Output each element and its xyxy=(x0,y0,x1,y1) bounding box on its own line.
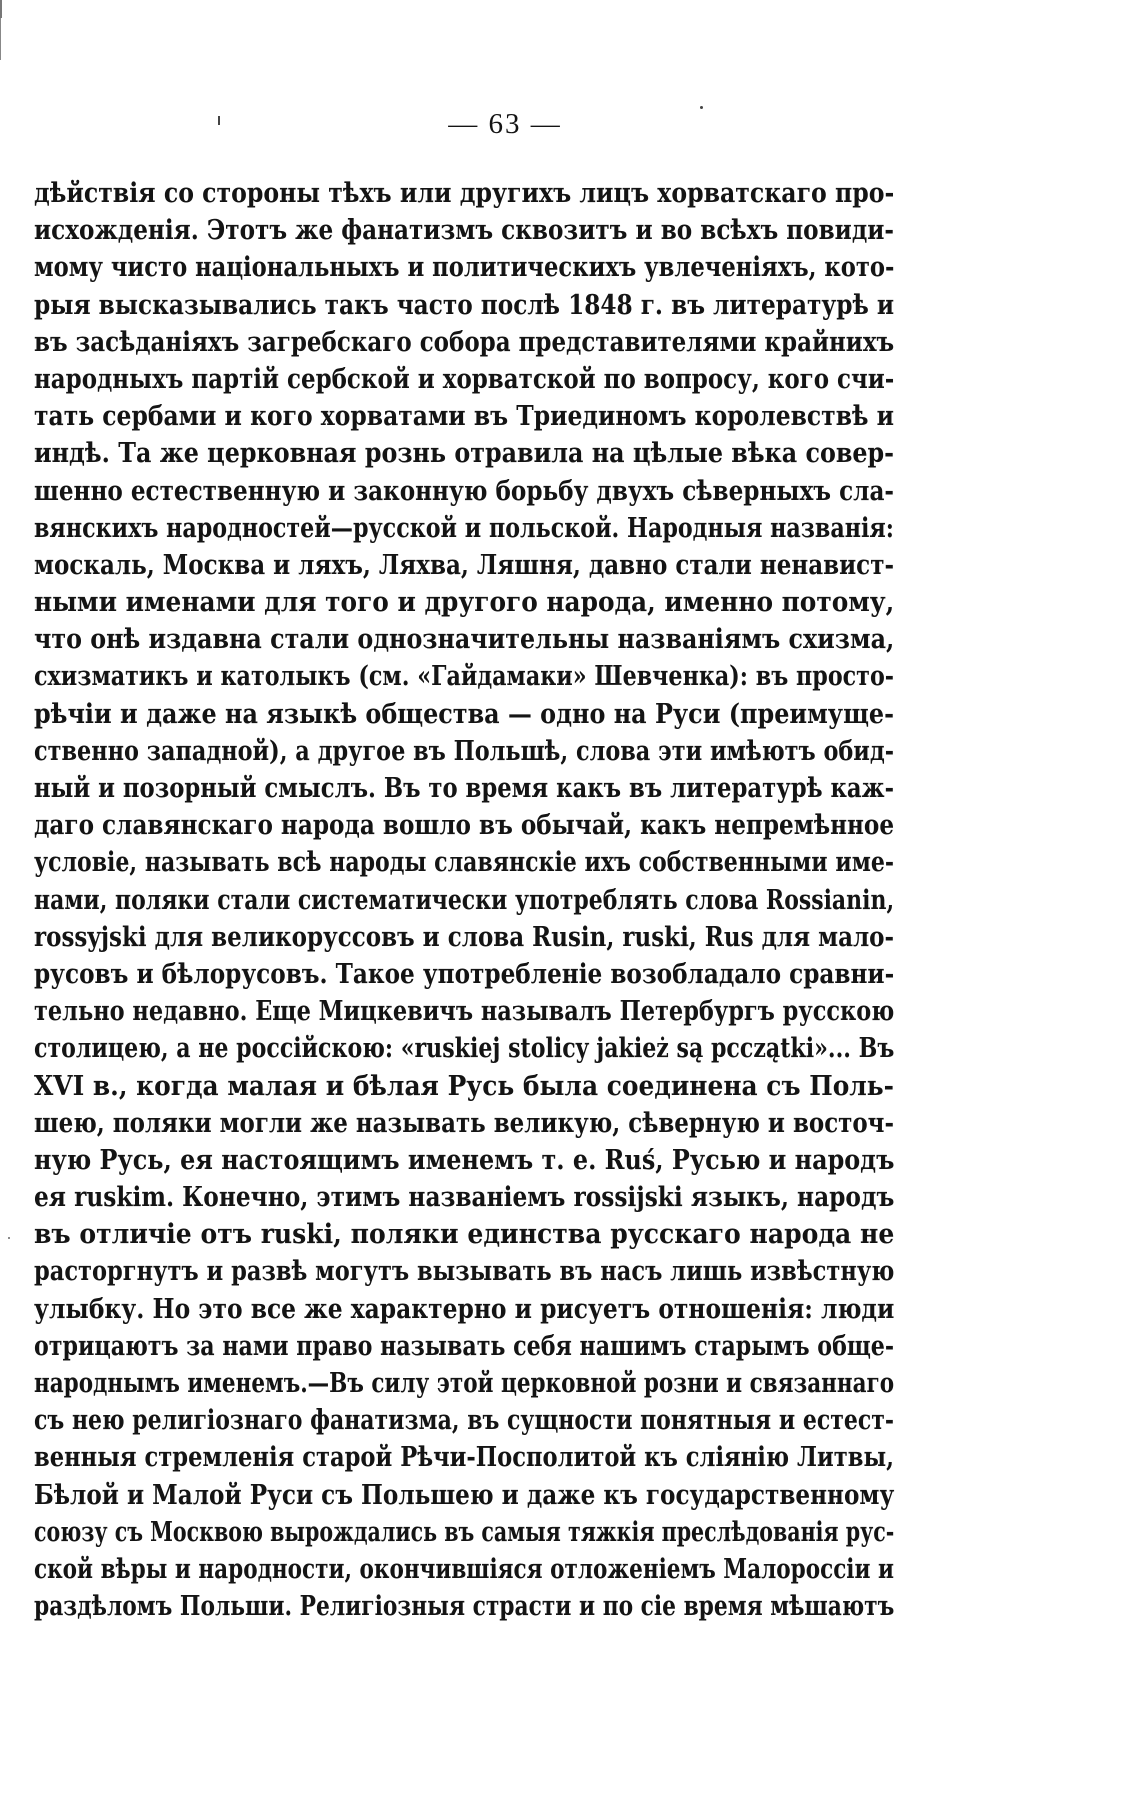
text-line: что онѣ издавна стали однозначительны названіямъ схизма, xyxy=(34,624,895,656)
text-line: дѣйствія со стороны тѣхъ или другихъ лицъ хорватскаго про- xyxy=(34,178,895,209)
text-line: союзу съ Москвою вырождались въ самыя тяжкія преслѣдованія рус- xyxy=(34,1516,895,1548)
page-number: — 63 — xyxy=(448,108,562,140)
text-line: съ нею религіознаго фанатизма, въ сущности понятныя и естест- xyxy=(34,1405,894,1437)
scan-edge-mark xyxy=(0,0,2,18)
text-line: тельно недавно. Еще Мицкевичъ называлъ Петербургъ русскою xyxy=(34,996,895,1028)
text-line: въ засѣданіяхъ загребскаго собора представителями крайнихъ xyxy=(34,326,895,358)
text-line: народныхъ партій сербской и хорватской по вопросу, кого счи- xyxy=(34,363,895,395)
text-line: русовъ и бѣлорусовъ. Такое употребленіе возобладало сравни- xyxy=(34,958,895,990)
text-line: даго славянскаго народа вошло въ обычай, какъ непремѣнное xyxy=(34,810,895,842)
text-line: мому чисто національныхъ и политическихъ увлеченіяхъ, кото- xyxy=(34,252,895,284)
text-line: ственно западной), а другое въ Польшѣ, слова эти имѣютъ обид- xyxy=(34,735,895,767)
scan-edge-mark xyxy=(0,18,1,40)
text-line: rossyjski для великоруссовъ и слова Rusin, ruski, Rus для мало- xyxy=(34,921,895,953)
text-line: расторгнутъ и развѣ могутъ вызывать въ насъ лишь извѣстную xyxy=(34,1256,895,1288)
text-line: столицею, а не россійскою: «ruskiej stolicy jakież są pcczątki»... Въ xyxy=(34,1033,895,1065)
text-line: исхожденія. Этотъ же фанатизмъ сквозитъ и во всѣхъ повиди- xyxy=(34,215,894,247)
text-line: ея ruskim. Конечно, этимъ названіемъ rossijski языкъ, народъ xyxy=(34,1182,895,1214)
text-line: рѣчіи и даже на языкѣ общества — одно на Руси (преимуще- xyxy=(34,698,894,730)
text-line: народнымъ именемъ.—Въ силу этой церковной розни и связаннаго xyxy=(34,1368,895,1399)
text-line: шенно естественную и законную борьбу двухъ сѣверныхъ сла- xyxy=(34,475,894,507)
text-line: Бѣлой и Малой Руси съ Польшею и даже къ государственному xyxy=(34,1479,895,1511)
text-line: рыя высказывались такъ часто послѣ 1848 г. въ литературѣ и xyxy=(34,289,895,321)
print-speck xyxy=(8,1237,10,1239)
scan-edge-mark xyxy=(0,40,1,60)
text-line: тать сербами и кого хорватами въ Триединомъ королевствѣ и xyxy=(34,401,894,433)
text-line: ную Русь, ея настоящимъ именемъ т. е. Ruś, Русью и народъ xyxy=(34,1144,895,1176)
text-line: венныя стремленія старой Рѣчи-Посполитой къ сліянію Литвы, xyxy=(34,1442,894,1474)
text-line: раздѣломъ Польши. Религіозныя страсти и по сіе время мѣшаютъ xyxy=(34,1591,895,1623)
text-line: москаль, Москва и ляхъ, Ляхва, Ляшня, давно стали ненавист- xyxy=(34,549,894,581)
text-line: ской вѣры и народности, окончившіяся отложеніемъ Малороссіи и xyxy=(34,1553,894,1585)
text-line: XVI в., когда малая и бѣлая Русь была соединена съ Поль- xyxy=(34,1070,894,1102)
text-line: отрицаютъ за нами право называть себя нашимъ старымъ обще- xyxy=(34,1330,895,1362)
body-text xyxy=(34,175,894,1625)
text-line: нами, поляки стали систематически употреблять слова Rossianin, xyxy=(34,884,895,916)
text-line: ный и позорный смыслъ. Въ то время какъ въ литературѣ каж- xyxy=(34,773,895,804)
text-line: условіе, называть всѣ народы славянскіе ихъ собственными име- xyxy=(34,847,894,879)
text-line: вянскихъ народностей—русской и польской. Народныя названія: xyxy=(34,512,894,544)
text-line: улыбку. Но это все же характерно и рисуетъ отношенія: люди xyxy=(34,1293,895,1325)
text-line: индѣ. Та же церковная рознь отравила на цѣлые вѣка совер- xyxy=(34,438,894,470)
text-line: схизматикъ и католыкъ (см. «Гайдамаки» Шевченка): въ просто- xyxy=(34,661,894,693)
text-line: ными именами для того и другого народа, именно потому, xyxy=(34,587,895,619)
text-line: шею, поляки могли же называть великую, сѣверную и восточ- xyxy=(34,1107,894,1139)
text-line: въ отличіе отъ ruski, поляки единства русскаго народа не xyxy=(34,1219,895,1251)
